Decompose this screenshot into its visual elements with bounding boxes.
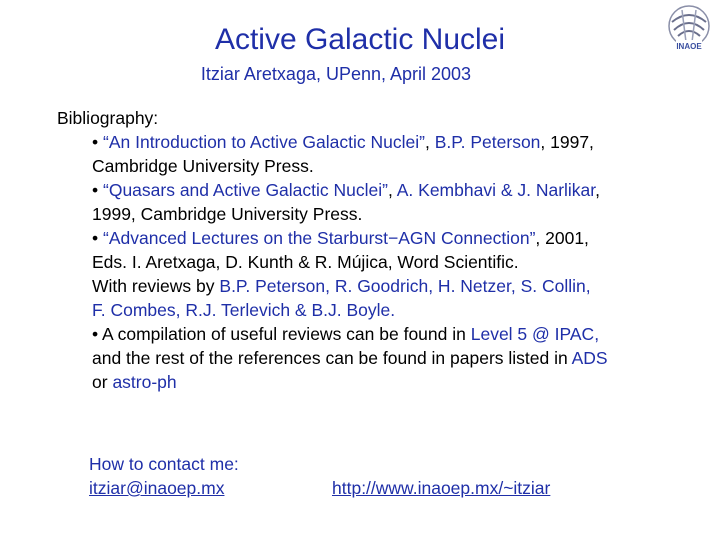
- bib-item-3-line-1: [92, 226, 702, 250]
- bib-item-1-line-1: [92, 130, 702, 154]
- compilation-text: A compilation of useful reviews can be found in: [102, 324, 471, 344]
- ads-link[interactable]: ADS: [571, 348, 608, 368]
- bib-item-3-line-3: [92, 274, 702, 298]
- book-author: A. Kembhavi & J. Narlikar: [396, 180, 596, 200]
- contact-label: How to contact me:: [89, 454, 239, 474]
- bib-item-1-line-2: Cambridge University Press.: [92, 156, 314, 176]
- level5-link[interactable]: Level 5 @ IPAC,: [470, 324, 600, 344]
- bullet: •: [92, 132, 103, 152]
- bullet: •: [92, 180, 103, 200]
- contact-section: [89, 452, 239, 500]
- book-title: “Quasars and Active Galactic Nuclei”: [103, 180, 388, 200]
- bullet: •: [92, 324, 103, 344]
- separator: ,: [595, 180, 601, 200]
- bib-item-3-line-2: Eds. I. Aretxaga, D. Kunth & R. Mújica, Word Scientific.: [92, 252, 519, 272]
- separator: ,: [387, 180, 397, 200]
- bib-item-2-line-1: [92, 178, 702, 202]
- bibliography-list: [92, 130, 702, 394]
- separator: ,: [424, 132, 435, 152]
- slide-subtitle: Itziar Aretxaga, UPenn, April 2003: [200, 64, 472, 84]
- homepage-link[interactable]: http://www.inaoep.mx/~itziar: [332, 478, 551, 498]
- book-year: , 2001,: [535, 228, 589, 248]
- bibliography-heading: Bibliography:: [57, 108, 159, 128]
- bullet: •: [92, 228, 103, 248]
- book-title: “Advanced Lectures on the Starburst−AGN Connection”: [103, 228, 536, 248]
- logo-text: INAOE: [676, 42, 702, 51]
- astro-ph-link[interactable]: astro-ph: [112, 372, 177, 392]
- slide-title: Active Galactic Nuclei: [214, 23, 506, 56]
- review-authors: B.P. Peterson, R. Goodrich, H. Netzer, S. Collin,: [219, 276, 591, 296]
- bib-item-2-line-2: 1999, Cambridge University Press.: [92, 204, 363, 224]
- book-title: “An Introduction to Active Galactic Nuclei”: [103, 132, 425, 152]
- bib-item-3-line-4: F. Combes, R.J. Terlevich & B.J. Boyle.: [92, 300, 396, 320]
- book-author: B.P. Peterson: [434, 132, 541, 152]
- book-year: , 1997,: [540, 132, 594, 152]
- bib-item-4-line-2: [92, 346, 702, 370]
- reviews-prefix: With reviews by: [92, 276, 220, 296]
- bib-item-4-line-1: [92, 322, 702, 346]
- email-link[interactable]: itziar@inaoep.mx: [89, 478, 225, 498]
- bib-item-4-line-3: [92, 370, 702, 394]
- or-text: or: [92, 372, 113, 392]
- inaoe-logo: [662, 2, 716, 56]
- references-text: and the rest of the references can be found in papers listed in: [92, 348, 572, 368]
